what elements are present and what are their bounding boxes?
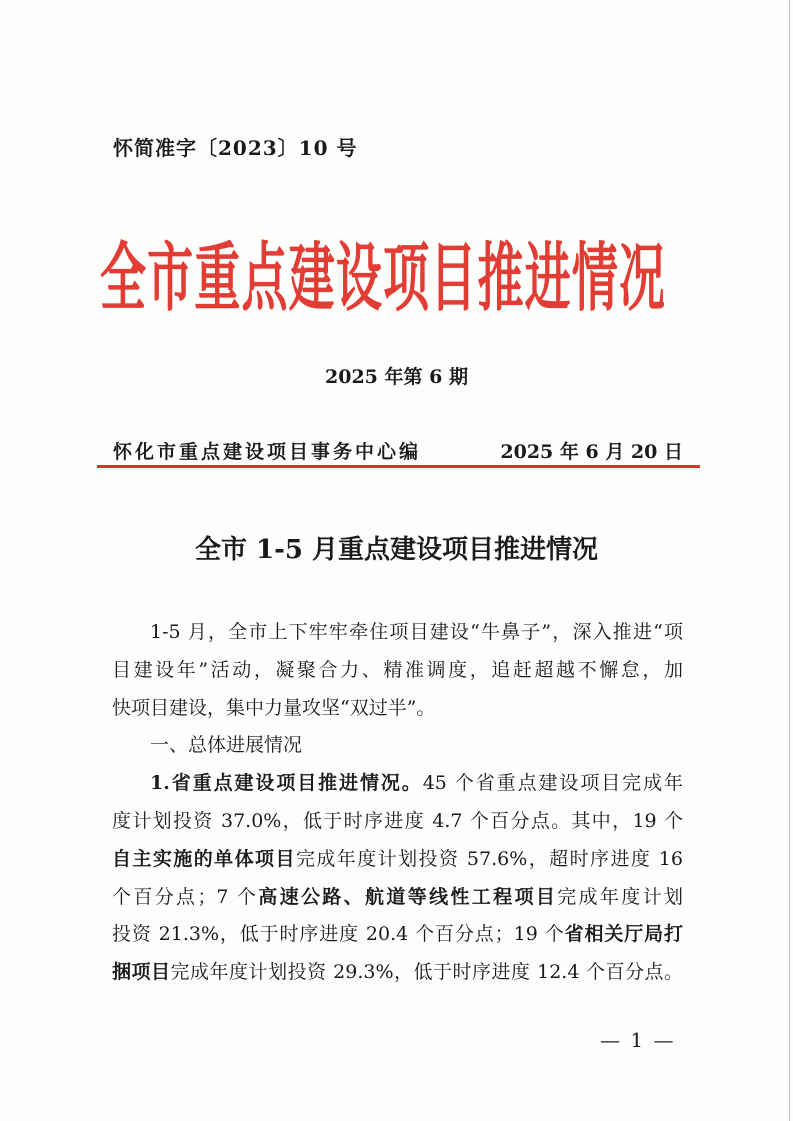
body-text: 完成年度计划 (557, 885, 683, 908)
article-body (112, 614, 683, 992)
body-line (112, 765, 683, 803)
body-text: 度计划投资 37.0%，低于时序进度 4.7 个百分点。其中，19 个 (112, 809, 683, 832)
bulletin-title: 全市重点建设项目推进情况 (100, 233, 665, 322)
body-line (112, 841, 683, 879)
section-heading: 一、总体进展情况 (150, 734, 303, 757)
article-title: 全市 1-5 月重点建设项目推进情况 (194, 535, 599, 565)
body-text: 完成年度计划投资 29.3%，低于时序进度 12.4 个百分点。 (170, 961, 683, 984)
body-line: 1-5 月，全市上下牢牢牵住项目建设“牛鼻子”，深入推进“项 (150, 621, 683, 643)
bold-text: 捆项目 (112, 961, 171, 984)
issue-date: 2025 年 6 月 20 日 (500, 441, 683, 463)
body-line: 快项目建设，集中力量攻坚“双过半”。 (112, 696, 436, 719)
body-line (112, 954, 683, 992)
page-number: — 1 — (600, 1028, 676, 1052)
bold-text: 1.省重点建设项目推进情况。 (150, 772, 423, 795)
body-text: 个百分点；7 个 (112, 885, 259, 908)
body-text: 完成年度计划投资 57.6%，超时序进度 16 (295, 847, 683, 870)
body-text: 投资 21.3%，低于时序进度 20.4 个百分点；19 个 (112, 923, 565, 946)
issue-number: 2025 年第 6 期 (325, 366, 468, 388)
body-text: 45 个省重点建设项目完成年 (422, 772, 683, 795)
red-divider-line (97, 465, 700, 468)
body-line (112, 803, 683, 841)
bold-text: 自主实施的单体项目 (112, 847, 296, 870)
bold-text: 高速公路、航道等线性工程项目 (258, 885, 558, 908)
document-number: 怀简准字〔2023〕10 号 (113, 136, 358, 160)
bold-text: 省相关厅局打 (564, 923, 683, 946)
body-line: 目建设年”活动，凝聚合力、精准调度，追赶超越不懈怠，加 (112, 658, 683, 681)
body-line (112, 879, 683, 917)
editor-organization: 怀化市重点建设项目事务中心编 (113, 441, 422, 463)
body-line (112, 916, 683, 954)
